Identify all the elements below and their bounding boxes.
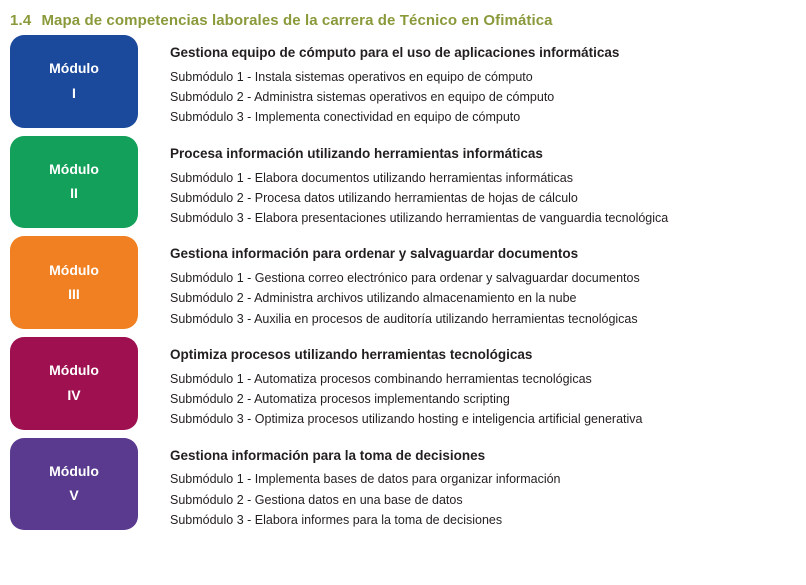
module-title: Gestiona equipo de cómputo para el uso de aplicaciones informáticas [170,45,620,60]
module-title: Optimiza procesos utilizando herramientas tecnológicas [170,346,533,362]
module-word: Módulo [49,261,99,278]
module-body-4 [138,337,806,430]
list-item: Submódulo 1 - Implementa bases de datos para organizar información [170,472,561,487]
module-row [10,438,806,531]
list-item: Submódulo 1 - Automatiza procesos combinando herramientas tecnológicas [170,371,592,386]
list-item: Submódulo 2 - Administra sistemas operativos en equipo de cómputo [170,90,555,105]
module-title: Procesa información utilizando herramientas informáticas [170,145,543,161]
section-title: Mapa de competencias laborales de la carrera de Técnico en Ofimática [41,12,553,29]
module-row [10,236,806,329]
module-word: Módulo [49,60,99,77]
modules-list [0,35,806,530]
module-body-2 [138,136,806,229]
submodule-list [170,469,798,530]
module-body-1 [138,35,806,128]
list-item: Submódulo 1 - Gestiona correo electrónico para ordenar y salvaguardar documentos [170,271,640,286]
module-row [10,337,806,430]
module-tab-1 [10,35,138,128]
submodule-list [170,168,798,229]
module-number: IV [67,386,81,403]
list-item: Submódulo 3 - Auxilia en procesos de auditoría utilizando herramientas tecnológicas [170,311,638,326]
module-body-3 [138,236,806,329]
list-item: Submódulo 3 - Elabora presentaciones utilizando herramientas de vanguardia tecnológica [170,211,669,225]
module-tab-3 [10,236,138,329]
module-body-5 [138,438,806,531]
list-item: Submódulo 3 - Implementa conectividad en equipo de cómputo [170,110,521,125]
module-row [10,136,806,229]
module-tab-2 [10,136,138,229]
module-row [10,35,806,128]
module-word: Módulo [49,161,99,178]
list-item: Submódulo 2 - Administra archivos utilizando almacenamiento en la nube [170,291,577,306]
module-tab-5 [10,438,138,531]
module-tab-4 [10,337,138,430]
section-number: 1.4 [10,12,32,29]
page-title [0,0,806,35]
module-number: III [68,286,80,303]
module-word: Módulo [49,362,99,379]
list-item: Submódulo 1 - Elabora documentos utilizando herramientas informáticas [170,170,573,185]
list-item: Submódulo 3 - Elabora informes para la toma de decisiones [170,512,503,527]
list-item: Submódulo 2 - Gestiona datos en una base de datos [170,492,463,507]
list-item: Submódulo 2 - Automatiza procesos implementando scripting [170,392,510,406]
list-item: Submódulo 2 - Procesa datos utilizando herramientas de hojas de cálculo [170,190,578,205]
module-title: Gestiona información para ordenar y salvaguardar documentos [170,246,579,262]
module-word: Módulo [49,462,99,479]
submodule-list [170,369,798,430]
module-number: I [72,84,76,101]
list-item: Submódulo 3 - Optimiza procesos utilizando hosting e inteligencia artificial generativa [170,412,643,427]
list-item: Submódulo 1 - Instala sistemas operativos en equipo de cómputo [170,69,533,84]
module-number: II [70,185,78,202]
module-title: Gestiona información para la toma de decisiones [170,447,486,463]
module-number: V [69,487,79,504]
submodule-list [170,268,798,329]
submodule-list [170,67,798,128]
